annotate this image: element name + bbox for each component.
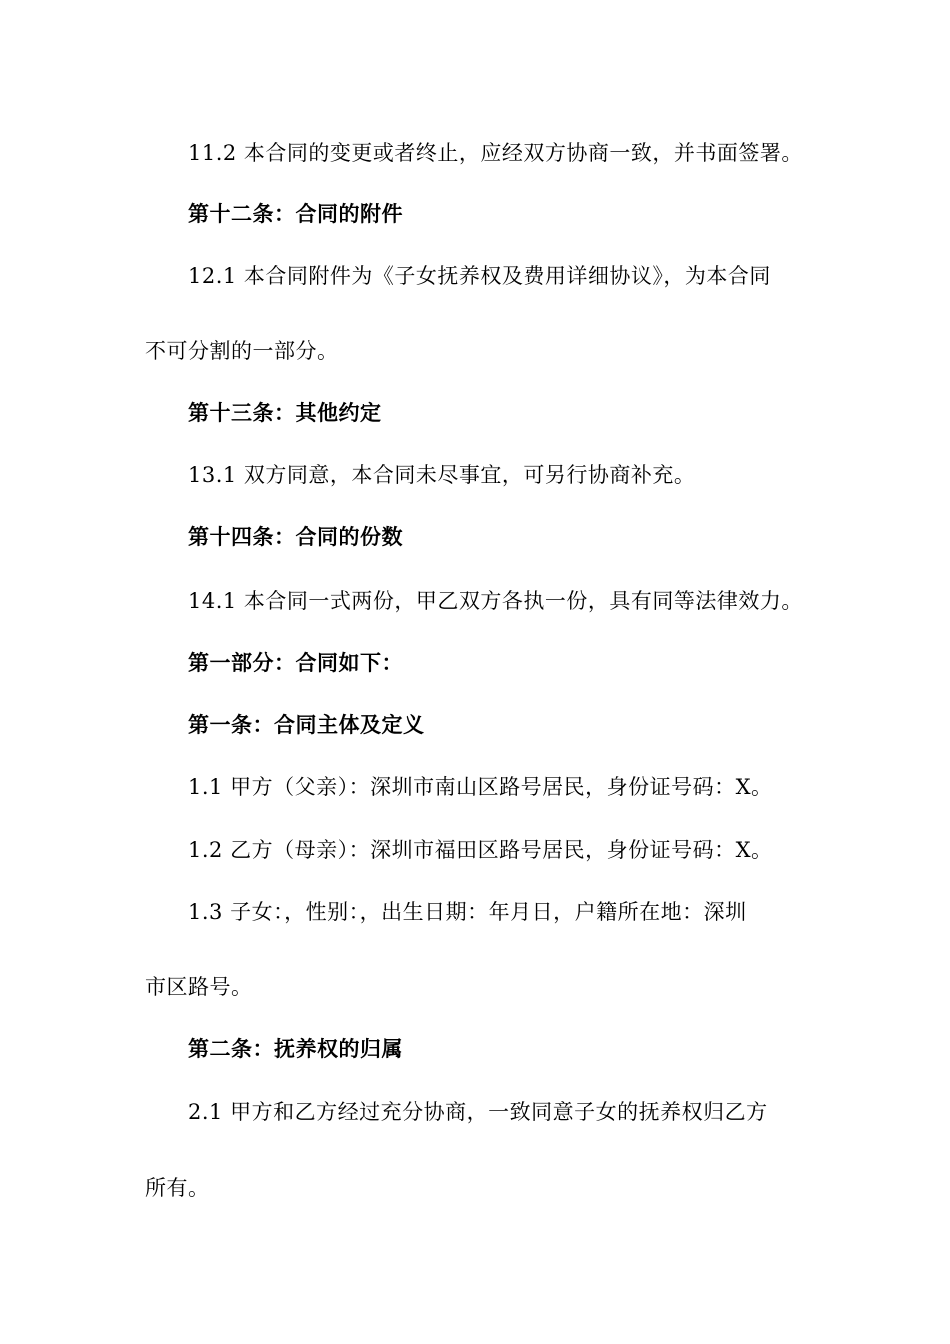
article-14-heading: 第十四条：合同的份数 bbox=[188, 525, 403, 549]
clause-12-1-line-2: 不可分割的一部分。 bbox=[145, 339, 339, 363]
clause-2-1-line-2: 所有。 bbox=[145, 1176, 210, 1200]
clause-1-3-line-2: 市区路号。 bbox=[145, 975, 253, 999]
article-1-heading: 第一条：合同主体及定义 bbox=[188, 713, 425, 737]
clause-2-1-line-1: 2.1 甲方和乙方经过充分协商，一致同意子女的抚养权归乙方 bbox=[188, 1100, 768, 1124]
article-13-heading: 第十三条：其他约定 bbox=[188, 401, 382, 425]
clause-1-2: 1.2 乙方（母亲）：深圳市福田区路号居民，身份证号码：X。 bbox=[188, 838, 773, 862]
clause-12-1-line-1: 12.1 本合同附件为《子女抚养权及费用详细协议》，为本合同 bbox=[188, 264, 771, 288]
clause-13-1: 13.1 双方同意，本合同未尽事宜，可另行协商补充。 bbox=[188, 463, 696, 487]
clause-14-1: 14.1 本合同一式两份，甲乙双方各执一份，具有同等法律效力。 bbox=[188, 589, 803, 613]
clause-1-1: 1.1 甲方（父亲）：深圳市南山区路号居民，身份证号码：X。 bbox=[188, 775, 773, 799]
article-12-heading: 第十二条：合同的附件 bbox=[188, 202, 403, 226]
clause-1-3-line-1: 1.3 子女：，性别：，出生日期：年月日，户籍所在地：深圳 bbox=[188, 900, 747, 924]
clause-11-2: 11.2 本合同的变更或者终止，应经双方协商一致，并书面签署。 bbox=[188, 141, 803, 165]
article-2-heading: 第二条：抚养权的归属 bbox=[188, 1037, 403, 1061]
part-1-heading: 第一部分：合同如下： bbox=[188, 651, 403, 675]
